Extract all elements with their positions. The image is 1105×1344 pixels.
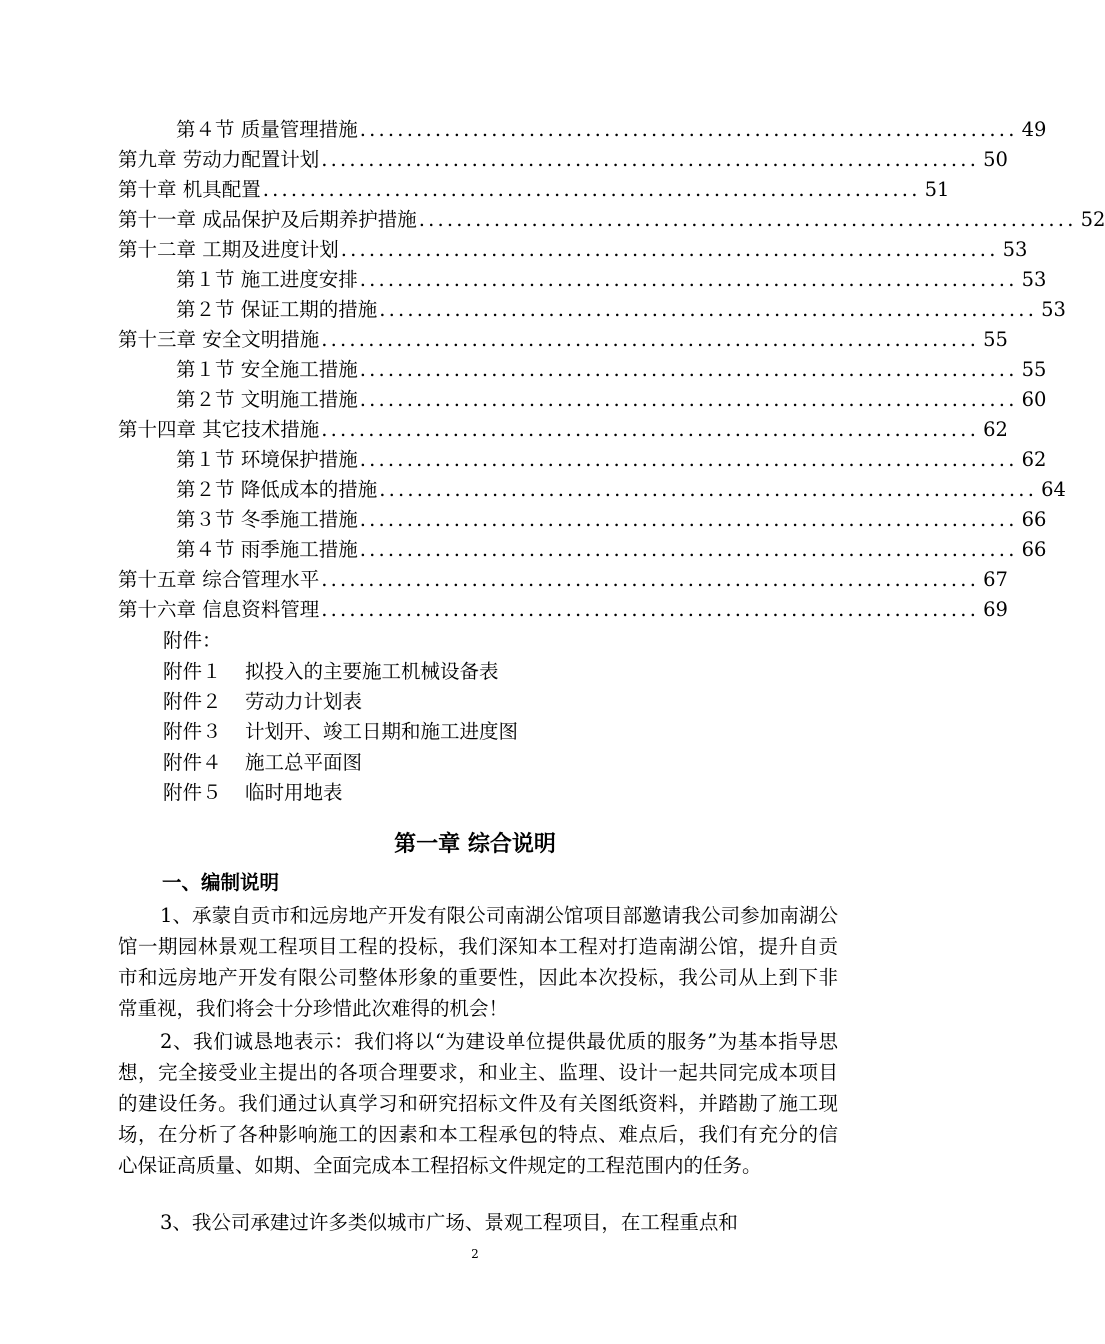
toc-leader-dots: ...................................................................... [359, 358, 1018, 381]
toc-entry-label: 第十一章 成品保护及后期养护措施 [118, 208, 417, 231]
toc-entry-page: 53 [1041, 298, 1066, 321]
toc-entry[interactable] [176, 355, 1047, 385]
toc-entry-page: 62 [983, 418, 1008, 441]
toc-entry-page: 60 [1021, 388, 1047, 411]
toc-entry[interactable] [118, 175, 950, 205]
toc-entry-page: 66 [1021, 538, 1047, 561]
body-paragraph: 2、我们诚恳地表示：我们将以“为建设单位提供最优质的服务”为基本指导思想，完全接受业主提出的各项合理要求，和业主、监理、设计一起共同完成本项目的建设任务。我们通过认真学习和研究招标文件及有关图纸资料，并踏勘了施工现场，在分析了各种影响施工的因素和本工程承包的特点、难点后，我们有充分的信心保证高质量、如期、全面完成本工程招标文件规定的工程范围内的任务。 [118, 1030, 838, 1177]
section-heading: 一、编制说明 [162, 871, 280, 894]
toc-leader-dots: ...................................................................... [340, 238, 999, 261]
toc-entry-label: 第４节 质量管理措施 [176, 118, 358, 141]
toc-entry[interactable] [176, 115, 1047, 145]
toc-entry[interactable] [176, 445, 1047, 475]
toc-entry-page: 49 [1021, 118, 1047, 141]
toc-leader-dots: ...................................................................... [359, 448, 1018, 471]
toc-entry-label: 第十五章 综合管理水平 [118, 568, 320, 591]
toc-entry[interactable] [118, 325, 1008, 355]
toc-entry-page: 55 [1021, 358, 1047, 381]
toc-entry-label: 第九章 劳动力配置计划 [118, 148, 320, 171]
toc-entry[interactable] [118, 235, 1028, 265]
appendix-number: 附件２ [163, 690, 222, 713]
appendix-number: 附件３ [163, 720, 222, 743]
appendix-number: 附件１ [163, 660, 222, 683]
toc-leader-dots: ...................................................................... [321, 328, 980, 351]
toc-entry-label: 第１节 环境保护措施 [176, 448, 358, 471]
toc-entry-page: 69 [983, 598, 1008, 621]
toc-entry-page: 52 [1080, 208, 1105, 231]
toc-entry-page: 53 [1021, 268, 1047, 291]
toc-entry[interactable] [118, 415, 1008, 445]
toc-leader-dots: ...................................................................... [359, 388, 1018, 411]
toc-leader-dots: ...................................................................... [321, 568, 980, 591]
toc-leader-dots: ...................................................................... [359, 268, 1018, 291]
toc-leader-dots: ...................................................................... [321, 148, 980, 171]
toc-entry-page: 64 [1041, 478, 1066, 501]
appendix-title: 临时用地表 [245, 781, 343, 804]
toc-entry-page: 53 [1002, 238, 1028, 261]
appendix-number: 附件５ [163, 781, 222, 804]
toc-leader-dots: ...................................................................... [321, 598, 980, 621]
toc-leader-dots: ...................................................................... [359, 508, 1018, 531]
appendix-item [163, 717, 518, 747]
toc-entry-label: 第２节 文明施工措施 [176, 388, 358, 411]
appendix-heading: 附件： [163, 629, 222, 652]
toc-entry-page: 62 [1021, 448, 1047, 471]
toc-entry-label: 第４节 雨季施工措施 [176, 538, 358, 561]
toc-entry-label: 第十四章 其它技术措施 [118, 418, 320, 441]
toc-entry[interactable] [176, 385, 1047, 415]
toc-entry[interactable] [176, 265, 1047, 295]
toc-entry-label: 第十三章 安全文明措施 [118, 328, 320, 351]
toc-entry[interactable] [176, 475, 1066, 505]
toc-leader-dots: ...................................................................... [321, 418, 980, 441]
body-paragraph: 1、承蒙自贡市和远房地产开发有限公司南湖公馆项目部邀请我公司参加南湖公馆一期园林景观工程项目工程的投标，我们深知本工程对打造南湖公馆，提升自贡市和远房地产开发有限公司整体形象的重要性，因此本次投标，我公司从上到下非常重视，我们将会十分珍惜此次难得的机会！ [118, 904, 838, 1020]
appendix-title: 计划开、竣工日期和施工进度图 [245, 720, 519, 743]
toc-entry-label: 第３节 冬季施工措施 [176, 508, 358, 531]
toc-entry-page: 67 [983, 568, 1008, 591]
appendix-title: 劳动力计划表 [245, 690, 363, 713]
toc-leader-dots: ...................................................................... [262, 178, 921, 201]
body-paragraph: 3、我公司承建过许多类似城市广场、景观工程项目，在工程重点和 [160, 1211, 738, 1234]
toc-entry-page: 50 [983, 148, 1008, 171]
toc-leader-dots: ...................................................................... [359, 118, 1018, 141]
toc-entry-label: 第１节 施工进度安排 [176, 268, 358, 291]
appendix-item [163, 657, 499, 687]
toc-entry-label: 第２节 降低成本的措施 [176, 478, 378, 501]
appendix-item [163, 778, 343, 808]
page-number: 2 [471, 1247, 479, 1261]
appendix-number: 附件４ [163, 751, 222, 774]
toc-entry-label: 第十六章 信息资料管理 [118, 598, 320, 621]
appendix-title: 拟投入的主要施工机械设备表 [245, 660, 499, 683]
toc-entry[interactable] [176, 295, 1066, 325]
appendix-title: 施工总平面图 [245, 751, 363, 774]
toc-entry-page: 55 [983, 328, 1008, 351]
toc-entry[interactable] [118, 595, 1008, 625]
toc-entry-page: 51 [924, 178, 950, 201]
appendix-item [163, 748, 362, 778]
toc-entry-label: 第十章 机具配置 [118, 178, 261, 201]
toc-leader-dots: ...................................................................... [418, 208, 1077, 231]
toc-leader-dots: ...................................................................... [359, 538, 1018, 561]
toc-entry-label: 第２节 保证工期的措施 [176, 298, 378, 321]
toc-entry[interactable] [176, 505, 1047, 535]
toc-entry[interactable] [118, 145, 1008, 175]
toc-entry-label: 第十二章 工期及进度计划 [118, 238, 339, 261]
toc-entry[interactable] [118, 565, 1008, 595]
toc-leader-dots: ...................................................................... [379, 298, 1038, 321]
toc-entry[interactable] [118, 205, 1105, 235]
toc-entry[interactable] [176, 535, 1047, 565]
chapter-title: 第一章 综合说明 [394, 832, 556, 857]
toc-entry-label: 第１节 安全施工措施 [176, 358, 358, 381]
toc-entry-page: 66 [1021, 508, 1047, 531]
toc-leader-dots: ...................................................................... [379, 478, 1038, 501]
appendix-item [163, 687, 362, 717]
